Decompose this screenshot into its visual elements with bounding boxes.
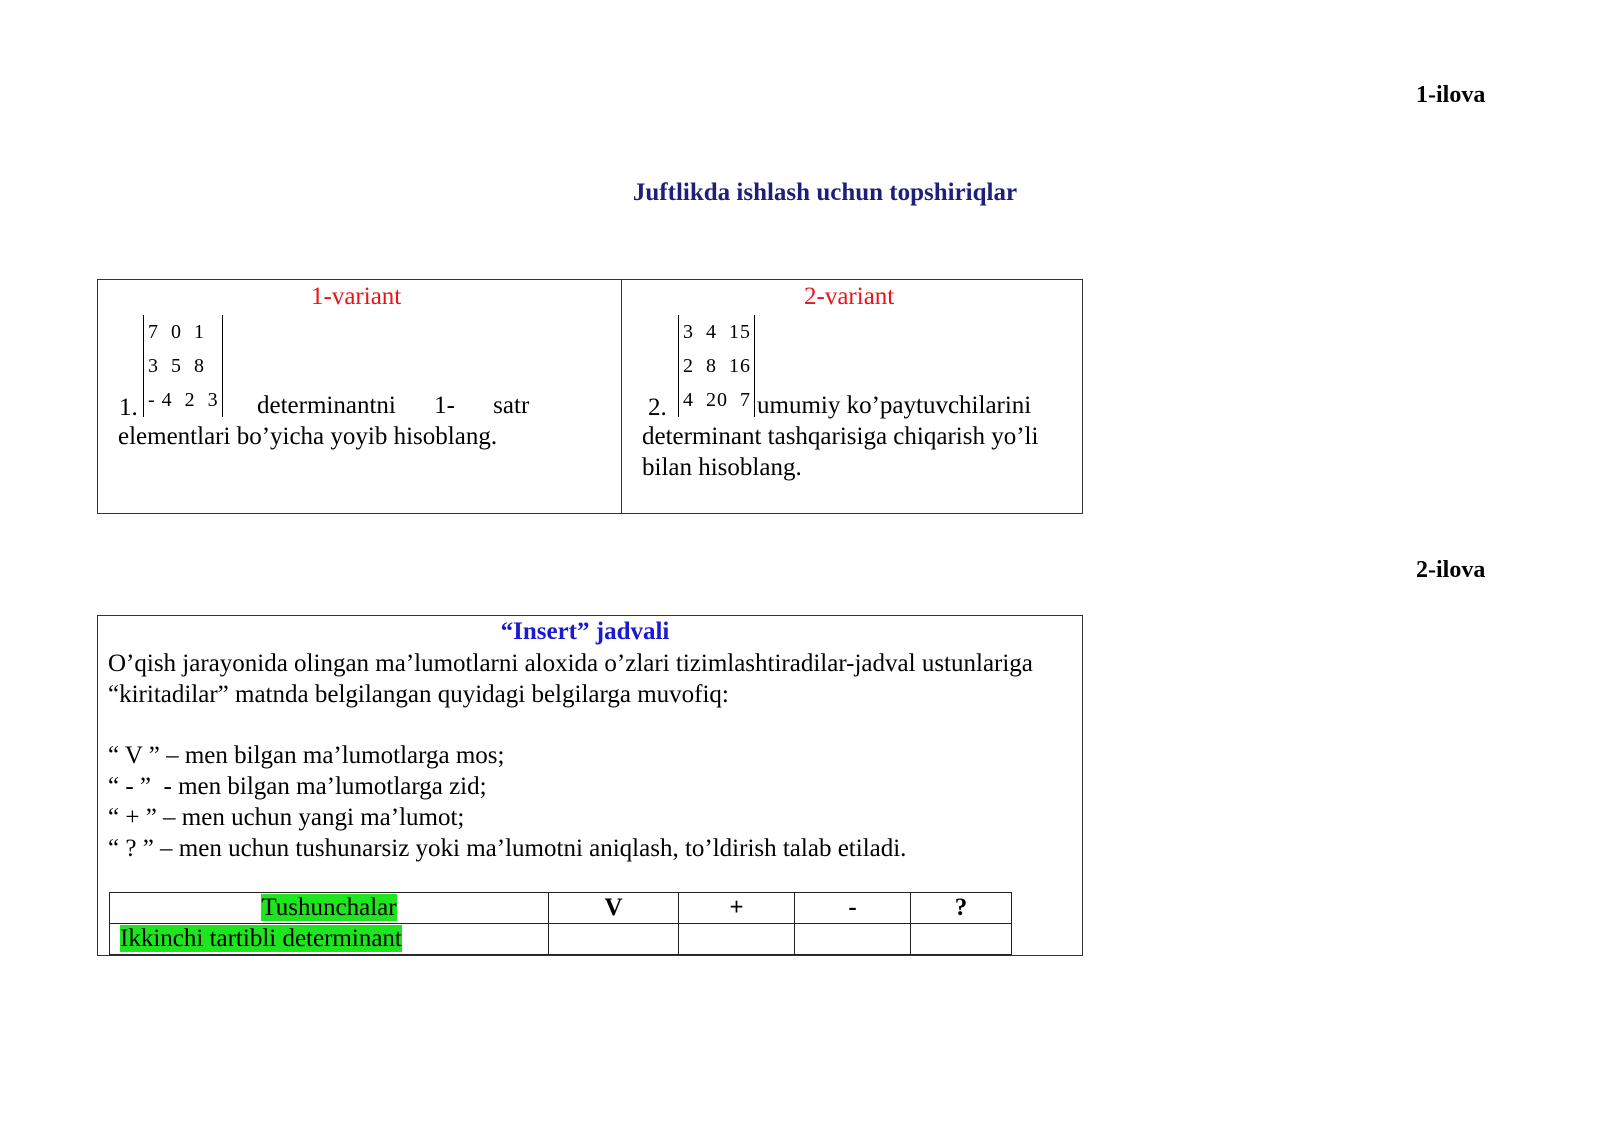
page-title: Juftlikda ishlash uchun topshiriqlar xyxy=(632,179,1018,206)
table-row xyxy=(110,924,1012,955)
header-cell: V xyxy=(549,893,679,924)
variant-2-matrix xyxy=(678,315,755,417)
concept-name: Ikkinchi tartibli determinant xyxy=(120,925,402,952)
table-header-row xyxy=(110,893,1012,924)
insert-symbol-list xyxy=(108,740,1068,864)
variant-2-number: 2. xyxy=(648,394,667,421)
variant-2-title: 2-variant xyxy=(804,283,895,310)
header-cell: - xyxy=(795,893,911,924)
header-cell xyxy=(110,893,549,924)
variant-1-number: 1. xyxy=(119,394,138,421)
insert-table xyxy=(109,892,1012,955)
variant-1-task-text-continued: elementlari bo’yicha yoyib hisoblang. xyxy=(118,423,498,450)
header-concepts: Tushunchalar xyxy=(261,894,397,921)
variant-1-title: 1-variant xyxy=(311,283,402,310)
insert-title: “Insert” jadvali xyxy=(500,618,670,645)
variants-table xyxy=(97,279,1083,514)
matrix-row: - 4 2 3 xyxy=(148,389,219,411)
appendix-label-1: 1-ilova xyxy=(1416,82,1486,108)
variant-2-task-text: umumiy ko’paytuvchilarini xyxy=(757,392,1032,419)
column-divider xyxy=(621,280,622,513)
list-item: “ ? ” – men uchun tushunarsiz yoki ma’lumotni aniqlash, to’ldirish talab etiladi. xyxy=(108,835,907,862)
table-cell[interactable] xyxy=(549,924,679,955)
table-cell[interactable] xyxy=(795,924,911,955)
appendix-label-2: 2-ilova xyxy=(1416,557,1486,583)
variant-1-matrix xyxy=(143,315,223,417)
list-item: “ V ” – men bilgan ma’lumotlarga mos; xyxy=(108,742,505,769)
insert-section xyxy=(97,615,1083,956)
list-item: “ + ” – men uchun yangi ma’lumot; xyxy=(108,804,465,831)
matrix-row: 7 0 1 xyxy=(148,321,205,343)
header-cell: ? xyxy=(911,893,1012,924)
matrix-row: 3 4 15 xyxy=(683,321,751,343)
matrix-row: 2 8 16 xyxy=(683,355,751,377)
table-cell xyxy=(110,924,549,955)
variant-2-task-text-continued: determinant tashqarisiga chiqarish yo’li bilan hisoblang. xyxy=(642,423,1039,481)
matrix-row: 3 5 8 xyxy=(148,355,205,377)
list-item: “ - ” - men bilgan ma’lumotlarga zid; xyxy=(108,773,487,800)
variant-1-task-text: determinantni 1- satr xyxy=(257,392,530,419)
matrix-row: 4 20 7 xyxy=(683,389,751,411)
header-cell: + xyxy=(679,893,795,924)
table-cell[interactable] xyxy=(679,924,795,955)
table-cell[interactable] xyxy=(911,924,1012,955)
insert-intro: O’qish jarayonida olingan ma’lumotlarni aloxida o’zlari tizimlashtiradilar-jadval ustunlariga “kiritadilar” matnda belgilangan quyidagi belgilarga muvofiq: xyxy=(108,650,1033,708)
